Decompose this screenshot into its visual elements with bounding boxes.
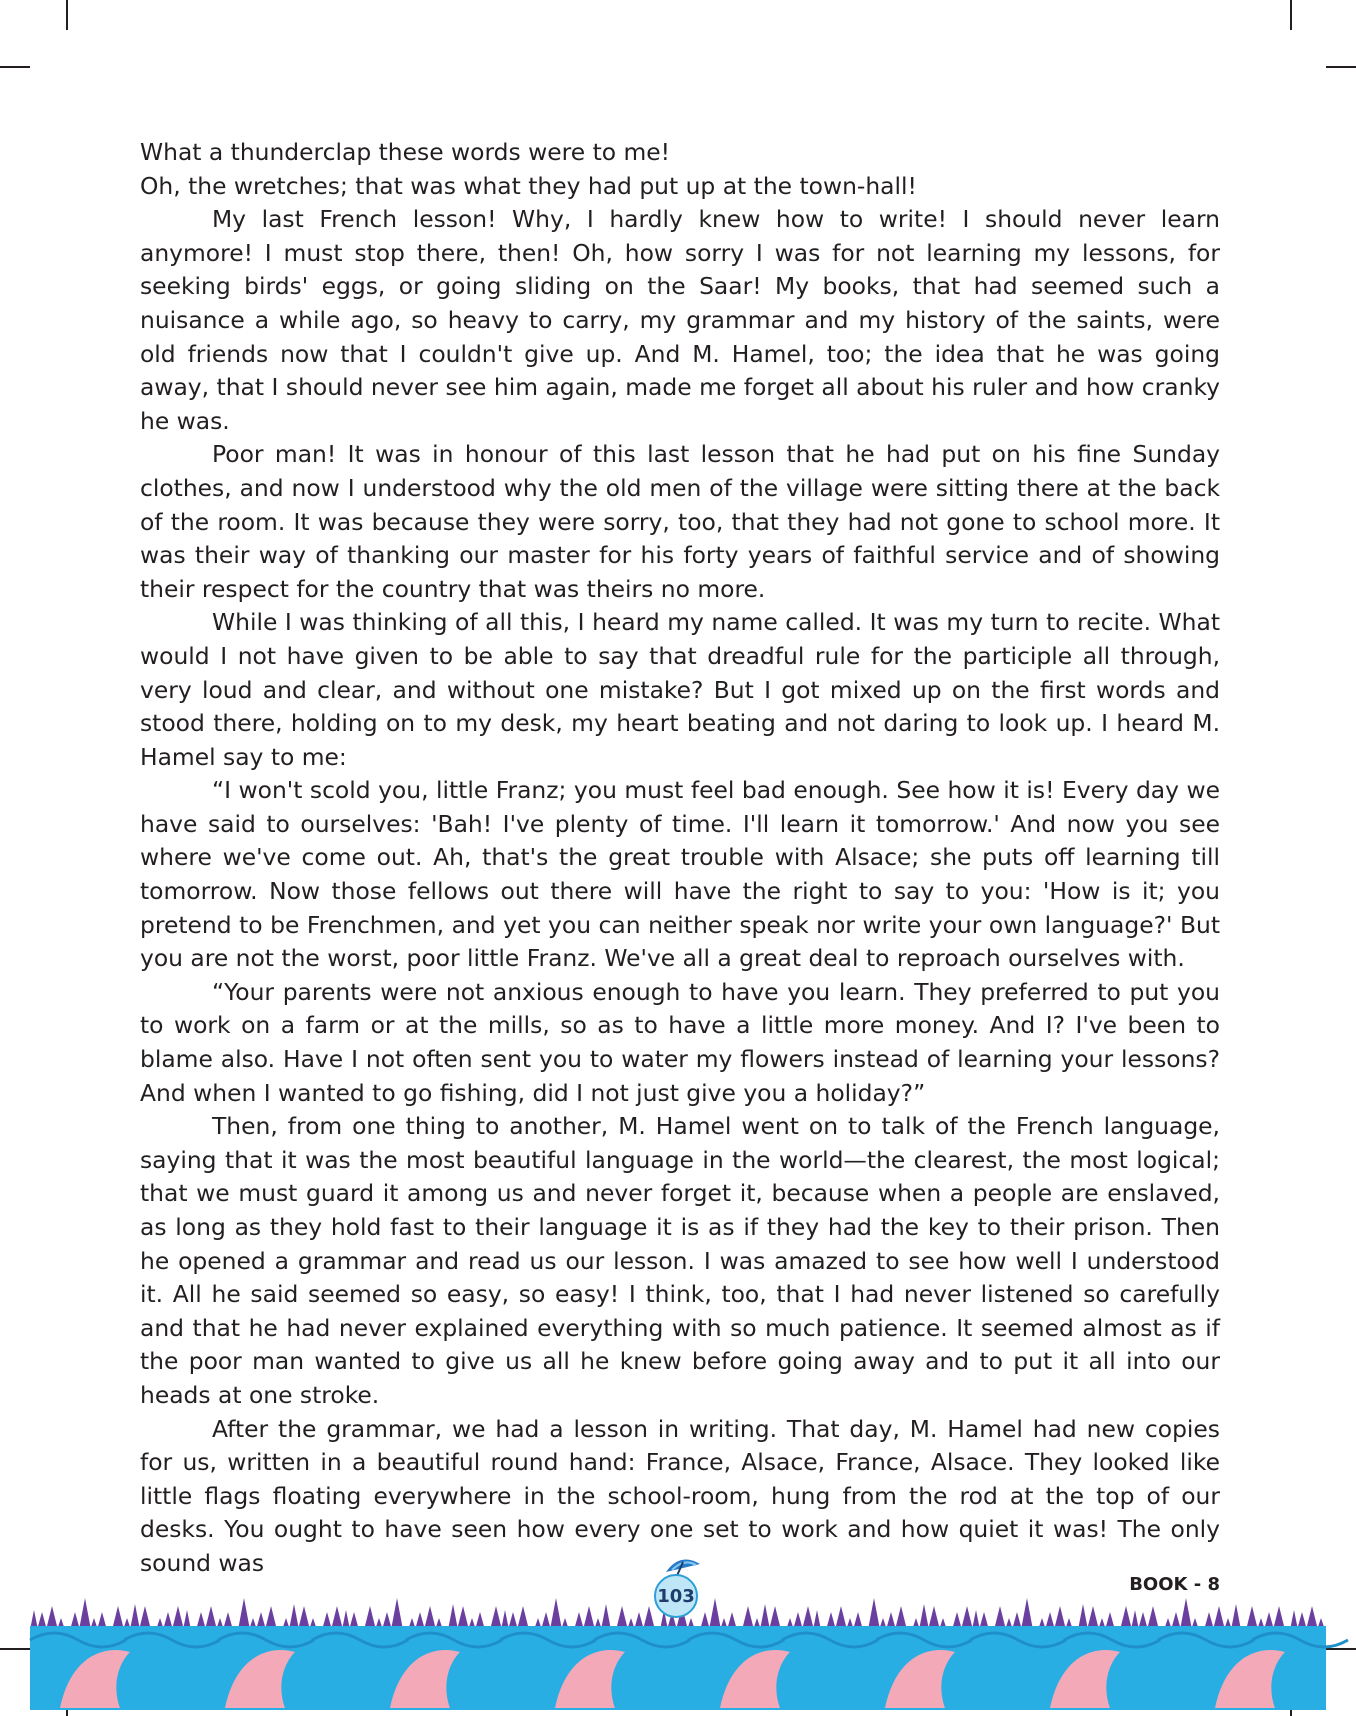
book-label: BOOK - 8 bbox=[1129, 1574, 1220, 1595]
paragraph: “Your parents were not anxious enough to have you learn. They preferred to put you to work on a farm or at the mills, so as to have a little more money. And I? I've been to blame also. Have I not often sent you to water my flowers instead of learning your lessons? And when I wanted to go fishing, did I not just give you a holiday?” bbox=[140, 977, 1220, 1107]
story-text bbox=[140, 136, 1220, 1581]
tree-icon bbox=[1180, 1598, 1192, 1630]
crop-mark-top-left-h bbox=[0, 66, 30, 68]
tree-icon bbox=[238, 1598, 250, 1630]
tree-icon bbox=[1021, 1598, 1033, 1630]
paragraph: Poor man! It was in honour of this last lesson that he had put on his fine Sunday clothes, and now I understood why the old men of the village were sitting there at the back of the room. It was because they were sorry, too, that they had not gone to school more. It was their way of thanking our master for his forty years of faithful service and of showing their respect for the country that was theirs no more. bbox=[140, 440, 1220, 603]
page-number: 103 bbox=[654, 1574, 698, 1618]
crop-mark-top-left bbox=[66, 0, 68, 30]
tree-icon bbox=[79, 1598, 91, 1630]
paragraph: Then, from one thing to another, M. Hamel went on to talk of the French language, saying that it was the most beautiful language in the world—the clearest, the most logical; that we must guard it among us and never forget it, because when a people are enslaved, as long as they hold fast to their language it is as if they had the key to their prison. Then he opened a grammar and read us our lesson. I was amazed to see how well I understood it. All he said seemed so easy, so easy! I think, too, that I had never listened so carefully and that he had never explained everything with so much patience. It seemed almost as if the poor man wanted to give us all he knew before going away and to put it all into our heads at one stroke. bbox=[140, 1112, 1220, 1409]
tree-icon bbox=[709, 1598, 721, 1630]
paragraph: My last French lesson! Why, I hardly knew how to write! I should never learn anymore! I must stop there, then! Oh, how sorry I was for not learning my lessons, for seeking birds' eggs, or going sliding on the Saar! My books, that had seemed such a nuisance a while ago, so heavy to carry, my grammar and my history of the saints, were old friends now that I couldn't give up. And M. Hamel, too; the idea that he was going away, that I should never see him again, made me forget all about his ruler and how cranky he was. bbox=[140, 205, 1220, 435]
page-number-badge bbox=[650, 1550, 706, 1628]
tree-icon bbox=[550, 1598, 562, 1630]
crop-mark-top-right bbox=[1290, 0, 1292, 30]
paragraph: Oh, the wretches; that was what they had put up at the town-hall! bbox=[140, 171, 917, 200]
paragraph: “I won't scold you, little Franz; you must feel bad enough. See how it is! Every day we have said to ourselves: 'Bah! I've plenty of time. I'll learn it tomorrow.' And now you see where we've come out. Ah, that's the great trouble with Alsace; she puts off learning till tomorrow. Now those fellows out there will have the right to say to you: 'How is it; you pretend to be Frenchmen, and yet you can neither speak nor write your own language?' But you are not the worst, poor little Franz. We've all a great deal to reproach ourselves with. bbox=[140, 776, 1220, 973]
paragraph: After the grammar, we had a lesson in writing. That day, M. Hamel had new copies for us, written in a beautiful round hand: France, Alsace, France, Alsace. They looked like little flags floating everywhere in the school-room, hung from the rod at the top of our desks. You ought to have seen how every one set to work and how quiet it was! The only sound was bbox=[140, 1414, 1220, 1577]
tree-icon bbox=[391, 1598, 403, 1630]
tree-icon bbox=[868, 1598, 880, 1630]
paragraph: What a thunderclap these words were to me! bbox=[140, 138, 671, 166]
crop-mark-top-right-h bbox=[1326, 66, 1356, 68]
paragraph: While I was thinking of all this, I heard my name called. It was my turn to recite. What would I not have given to be able to say that dreadful rule for the participle all through, very loud and clear, and without one mistake? But I got mixed up on the first words and stood there, holding on to my desk, my heart beating and not daring to look up. I heard M. Hamel say to me: bbox=[140, 608, 1220, 771]
water-band bbox=[30, 1626, 1326, 1710]
